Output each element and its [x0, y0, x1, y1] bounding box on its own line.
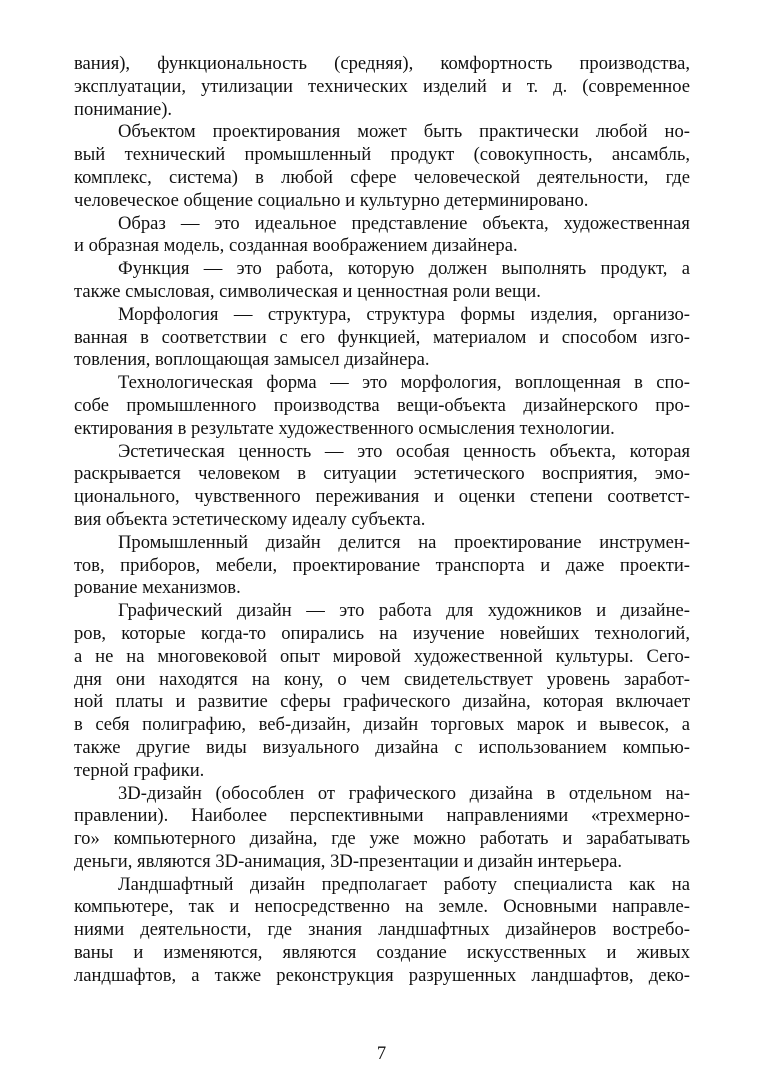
- text-line: и образная модель, созданная воображением дизайнера.: [74, 235, 518, 257]
- page-body: [74, 53, 690, 988]
- text-line: вый технический промышленный продукт (совокупность, ансамбль,: [74, 144, 690, 166]
- text-line: вания), функциональность (средняя), комфортность производства,: [74, 53, 690, 74]
- text-line: Промышленный дизайн делится на проектирование инструмен-: [118, 531, 690, 553]
- text-line: ционального, чувственного переживания и оценки степени соответст-: [74, 486, 690, 508]
- text-line: тов, приборов, мебели, проектирование транспорта и даже проекти-: [74, 554, 690, 576]
- text-line: товления, воплощающая замысел дизайнера.: [74, 349, 430, 371]
- text-line: ландшафтов, а также реконструкция разрушенных ландшафтов, деко-: [74, 964, 690, 986]
- text-line: комплекс, система) в любой сфере человеческой деятельности, где: [74, 166, 690, 188]
- text-line: Технологическая форма — это морфология, воплощенная в спо-: [118, 372, 690, 394]
- paragraph: [74, 600, 690, 782]
- text-line: человеческое общение социально и культурно детерминировано.: [74, 189, 589, 211]
- paragraph: [74, 53, 690, 121]
- text-line: собе промышленного производства вещи-объекта дизайнерского про-: [74, 394, 690, 416]
- text-line: Ландшафтный дизайн предполагает работу специалиста как на: [118, 873, 690, 895]
- text-line: дня они находятся на кону, о чем свидетельствует уровень заработ-: [74, 668, 690, 690]
- paragraph: [74, 121, 690, 212]
- text-line: ектирования в результате художественного осмысления технологии.: [74, 417, 615, 439]
- page-number: 7: [376, 1043, 387, 1064]
- paragraph: [74, 532, 690, 600]
- text-line: эксплуатации, утилизации технических изделий и т. д. (современное: [74, 75, 690, 97]
- text-line: ров, которые когда-то опирались на изучение новейших технологий,: [74, 622, 690, 644]
- paragraph: [74, 783, 690, 874]
- text-line: также другие виды визуального дизайна с использованием компью-: [74, 736, 690, 758]
- text-line: Объектом проектирования может быть практически любой но-: [118, 121, 690, 143]
- text-line: в себя полиграфию, веб-дизайн, дизайн торговых марок и вывесок, а: [74, 714, 690, 736]
- paragraph: [74, 258, 690, 304]
- paragraph: [74, 213, 690, 259]
- text-line: Графический дизайн — это работа для художников и дизайне-: [118, 600, 690, 622]
- text-line: рование механизмов.: [74, 577, 241, 599]
- text-line: терной графики.: [74, 759, 205, 781]
- text-line: Образ — это идеальное представление объекта, художественная: [118, 212, 690, 234]
- paragraph: [74, 372, 690, 440]
- text-line: ваны и изменяются, являются создание искусственных и живых: [74, 942, 690, 964]
- text-line: деньги, являются 3D-анимация, 3D-презентации и дизайн интерьера.: [74, 850, 623, 872]
- text-line: Функция — это работа, которую должен выполнять продукт, а: [118, 258, 690, 280]
- text-line: ванная в соответствии с его функцией, материалом и способом изго-: [74, 326, 690, 348]
- text-line: компьютере, так и непосредственно на земле. Основными направле-: [74, 896, 690, 918]
- text-line: ной платы и развитие сферы графического дизайна, которая включает: [74, 691, 690, 713]
- paragraph: [74, 304, 690, 372]
- text-line: Морфология — структура, структура формы изделия, организо-: [118, 303, 690, 325]
- text-line: вия объекта эстетическому идеалу субъекта.: [74, 508, 426, 530]
- text-line: понимание).: [74, 98, 173, 120]
- text-line: правлении). Наиболее перспективными направлениями «трехмерно-: [74, 805, 690, 827]
- text-line: го» компьютерного дизайна, где уже можно работать и зарабатывать: [74, 828, 690, 850]
- text-line: Эстетическая ценность — это особая ценность объекта, которая: [118, 440, 690, 462]
- text-line: а не на многовековой опыт мировой художественной культуры. Сего-: [74, 645, 690, 667]
- text-line: ниями деятельности, где знания ландшафтных дизайнеров востребо-: [74, 919, 690, 941]
- text-line: 3D-дизайн (обособлен от графического дизайна в отдельном на-: [118, 782, 690, 804]
- paragraph: [74, 874, 690, 988]
- paragraph: [74, 441, 690, 532]
- text-line: раскрывается человеком в ситуации эстетического восприятия, эмо-: [74, 463, 690, 485]
- text-line: также смысловая, символическая и ценностная роли вещи.: [74, 280, 541, 302]
